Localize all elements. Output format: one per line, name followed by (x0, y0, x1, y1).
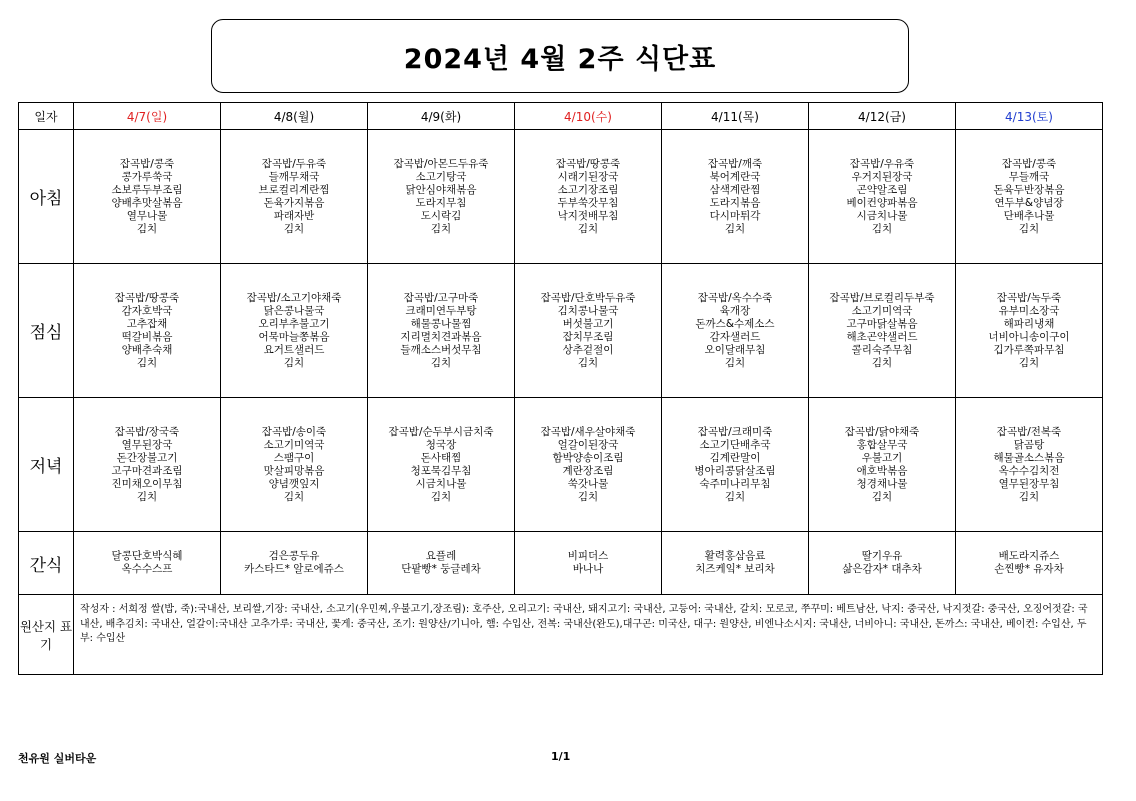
menu-item: 김치 (871, 356, 893, 369)
menu-item: 소고기미역국 (851, 304, 913, 317)
menu-item: 잡곡밥/고구마죽 (403, 291, 479, 304)
footer-page-number: 1/1 (551, 750, 571, 763)
menu-item: 소고기탕국 (415, 170, 467, 183)
menu-item: 감자호박국 (121, 304, 173, 317)
menu-item: 닭곰탕 (1013, 438, 1045, 451)
menu-item: 해파리냉채 (1003, 317, 1055, 330)
menu-item: 시금치나물 (856, 209, 908, 222)
menu-item: 김치 (724, 356, 746, 369)
menu-item: 곤약알조림 (856, 183, 908, 196)
menu-item: 딸기우유 (861, 550, 903, 562)
menu-item: 청국장 (425, 438, 457, 451)
menu-cell-dinner-thu (662, 398, 809, 532)
menu-item: 닭은콩나물국 (263, 304, 325, 317)
menu-item: 잡곡밥/녹두죽 (996, 291, 1062, 304)
footer-org: 천유원 실버타운 (18, 752, 97, 765)
menu-item: 홍합살무국 (856, 438, 908, 451)
menu-item: 함박양송이조림 (552, 451, 624, 464)
menu-cell-snack-sun (74, 532, 221, 595)
menu-item: 들깨무채국 (268, 170, 320, 183)
menu-item: 돈육가지볶음 (263, 196, 325, 209)
menu-cell-breakfast-sun (74, 130, 221, 264)
menu-item: 김치 (136, 222, 158, 235)
menu-cell-dinner-sat (956, 398, 1103, 532)
menu-item: 돈까스&수제소스 (695, 317, 775, 330)
page-title: 2024년 4월 2주 식단표 (403, 43, 717, 75)
menu-item: 잡곡밥/우유죽 (849, 157, 915, 170)
menu-item: 잡곡밥/땅콩죽 (114, 291, 180, 304)
menu-item: 김치 (1018, 356, 1040, 369)
meal-row-lunch (19, 264, 1103, 398)
day-header-wed: 4/10(수) (515, 103, 662, 130)
menu-cell-snack-sat (956, 532, 1103, 595)
meal-rows (19, 130, 1103, 595)
menu-cell-dinner-sun (74, 398, 221, 532)
menu-item: 김치 (430, 490, 452, 503)
day-header-sat: 4/13(토) (956, 103, 1103, 130)
menu-item: 소고기단배추국 (699, 438, 771, 451)
menu-item: 시래기된장국 (557, 170, 619, 183)
menu-item: 잡곡밥/새우살야채죽 (540, 425, 636, 438)
date-corner-label: 일자 (19, 103, 74, 130)
menu-item: 김치 (430, 222, 452, 235)
menu-item: 시금치나물 (415, 477, 467, 490)
menu-item: 잡곡밥/콩죽 (119, 157, 175, 170)
menu-item: 소고기미역국 (263, 438, 325, 451)
menu-cell-snack-wed (515, 532, 662, 595)
menu-item: 잡곡밥/옥수수죽 (697, 291, 773, 304)
menu-item: 닭안심야채볶음 (405, 183, 477, 196)
menu-item: 해물골소스볶음 (993, 451, 1065, 464)
title-box (211, 19, 909, 93)
menu-item: 김치 (724, 490, 746, 503)
menu-item: 지리멸치견과볶음 (400, 330, 482, 343)
menu-item: 해초곤약샐러드 (846, 330, 918, 343)
menu-item: 돈간장불고기 (116, 451, 178, 464)
menu-item: 떡갈비볶음 (121, 330, 173, 343)
menu-item: 우불고기 (861, 451, 903, 464)
menu-item: 너비아니송이구이 (988, 330, 1070, 343)
menu-item: 열무된장국 (121, 438, 173, 451)
menu-cell-lunch-tue (368, 264, 515, 398)
menu-item: 콜리숙주무침 (851, 343, 913, 356)
menu-item: 양배추숙채 (121, 343, 173, 356)
menu-item: 김치 (724, 222, 746, 235)
menu-item: 파래자반 (273, 209, 315, 222)
menu-item: 얼갈이된장국 (557, 438, 619, 451)
menu-item: 고구마닭살볶음 (846, 317, 918, 330)
menu-item: 돈육두반장볶음 (993, 183, 1065, 196)
menu-item: 바나나 (572, 563, 604, 575)
menu-item: 감자샐러드 (709, 330, 761, 343)
menu-item: 브로컬리계란찜 (258, 183, 330, 196)
day-header-fri: 4/12(금) (809, 103, 956, 130)
menu-item: 잡곡밥/장국죽 (114, 425, 180, 438)
menu-item: 김치 (283, 222, 305, 235)
menu-item: 김치 (283, 490, 305, 503)
menu-item: 병아리콩닭살조림 (694, 464, 776, 477)
menu-item: 크래미연두부탕 (405, 304, 477, 317)
menu-item: 양념깻잎지 (268, 477, 320, 490)
menu-item: 김치 (577, 222, 599, 235)
menu-cell-snack-tue (368, 532, 515, 595)
origin-label: 원산지 표기 (19, 595, 74, 675)
menu-item: 요거트샐러드 (263, 343, 325, 356)
menu-item: 잡곡밥/송이죽 (261, 425, 327, 438)
menu-item: 카스타드* 알로에쥬스 (244, 563, 344, 575)
menu-item: 깁가루쪽파무침 (993, 343, 1065, 356)
menu-item: 맛살피망볶음 (263, 464, 325, 477)
menu-cell-breakfast-thu (662, 130, 809, 264)
menu-item: 베이컨양파볶음 (846, 196, 918, 209)
menu-item: 단팥빵* 둥글레차 (401, 563, 481, 575)
menu-item: 도라지무침 (415, 196, 467, 209)
menu-item: 단배추나물 (1003, 209, 1055, 222)
menu-item: 김치 (871, 222, 893, 235)
menu-cell-breakfast-fri (809, 130, 956, 264)
menu-item: 콩가루쑥국 (121, 170, 173, 183)
origin-text: 작성자 : 서희정 쌀(밥, 죽):국내산, 보리쌀,기장: 국내산, 소고기(우민찌,우불고기,장조림): 호주산, 오리고기: 국내산, 돼지고기: 국내산, 고등어: 국내산, 갈치: 모로코, 쭈꾸미: 베트남산, 낙지: 중국산, 낙지젓갈: 중국산, 오징어젓갈: 국내산, 배추김치: 국내산, 얼갈이:국내산 고추가루: 국내산, 꽃게: 중국산, 조기: 원양산/기니아, 햄: 수입산, 전복: 국내산(완도),대구곤: 미국산, 대구: 원양산, 비엔나소시지: 국내산, 너비아니: 국내산, 돈까스: 국내산, 베이컨: 수입산, 두부: 수입산 (74, 595, 1103, 675)
menu-item: 고구마견과조림 (111, 464, 183, 477)
menu-item: 치즈케잌* 보리차 (695, 563, 775, 575)
menu-item: 열무나물 (126, 209, 168, 222)
menu-item: 무들깨국 (1008, 170, 1050, 183)
menu-cell-dinner-mon (221, 398, 368, 532)
menu-item: 애호박볶음 (856, 464, 908, 477)
menu-item: 도라지볶음 (709, 196, 761, 209)
menu-cell-lunch-mon (221, 264, 368, 398)
meal-label-breakfast: 아침 (19, 130, 74, 264)
menu-cell-breakfast-wed (515, 130, 662, 264)
meal-row-breakfast (19, 130, 1103, 264)
menu-item: 잡곡밥/소고기야채죽 (246, 291, 342, 304)
header-row (19, 103, 1103, 130)
menu-item: 손찐빵* 유자차 (994, 563, 1064, 575)
menu-item: 잡곡밥/깨죽 (707, 157, 763, 170)
menu-cell-snack-thu (662, 532, 809, 595)
menu-item: 청경채나물 (856, 477, 908, 490)
menu-cell-breakfast-tue (368, 130, 515, 264)
menu-item: 돈사태찜 (420, 451, 462, 464)
menu-cell-dinner-wed (515, 398, 662, 532)
menu-item: 청포묵김무침 (410, 464, 472, 477)
menu-cell-lunch-sun (74, 264, 221, 398)
menu-item: 김치 (577, 356, 599, 369)
menu-cell-lunch-fri (809, 264, 956, 398)
menu-cell-breakfast-sat (956, 130, 1103, 264)
day-header-thu: 4/11(목) (662, 103, 809, 130)
menu-item: 북어계란국 (709, 170, 761, 183)
menu-item: 쑥갓나물 (567, 477, 609, 490)
menu-item: 김치 (136, 356, 158, 369)
day-header-sun: 4/7(일) (74, 103, 221, 130)
menu-item: 활력홍삼음료 (704, 550, 766, 562)
menu-item: 김계란말이 (709, 451, 761, 464)
menu-item: 들깨소스버섯무침 (400, 343, 482, 356)
menu-cell-lunch-wed (515, 264, 662, 398)
menu-item: 잡곡밥/크래미죽 (697, 425, 773, 438)
menu-item: 진미채오이무침 (111, 477, 183, 490)
menu-item: 연두부&양념장 (994, 196, 1064, 209)
meal-label-snack: 간식 (19, 532, 74, 595)
menu-item: 잡곡밥/땅콩죽 (555, 157, 621, 170)
menu-cell-snack-fri (809, 532, 956, 595)
menu-item: 삼색계란찜 (709, 183, 761, 196)
menu-item: 도시락김 (420, 209, 462, 222)
menu-item: 김치 (1018, 490, 1040, 503)
meal-label-dinner: 저녁 (19, 398, 74, 532)
menu-item: 잡곡밥/단호박두유죽 (540, 291, 636, 304)
menu-item: 달콩단호박식혜 (111, 550, 183, 562)
menu-item: 요플레 (425, 550, 457, 562)
menu-item: 잡곡밥/아몬드두유죽 (393, 157, 489, 170)
meal-label-lunch: 점심 (19, 264, 74, 398)
menu-item: 상추겉절이 (562, 343, 614, 356)
menu-item: 배도라지쥬스 (998, 550, 1060, 562)
menu-item: 다시마튀각 (709, 209, 761, 222)
menu-item: 김치 (1018, 222, 1040, 235)
menu-item: 두부쑥갓무침 (557, 196, 619, 209)
menu-item: 김치콩나물국 (557, 304, 619, 317)
menu-item: 버섯불고기 (562, 317, 614, 330)
menu-item: 잡곡밥/순두부시금치죽 (388, 425, 494, 438)
menu-item: 스팸구이 (273, 451, 315, 464)
day-header-tue: 4/9(화) (368, 103, 515, 130)
menu-item: 옥수수김치전 (998, 464, 1060, 477)
menu-item: 양배추맛살볶음 (111, 196, 183, 209)
menu-cell-lunch-sat (956, 264, 1103, 398)
menu-cell-lunch-thu (662, 264, 809, 398)
menu-item: 유부미소장국 (998, 304, 1060, 317)
menu-item: 소고기장조림 (557, 183, 619, 196)
menu-item: 김치 (136, 490, 158, 503)
menu-item: 오리부추불고기 (258, 317, 330, 330)
menu-item: 오이달래무침 (704, 343, 766, 356)
menu-item: 잡곡밥/브로컬리두부죽 (829, 291, 935, 304)
menu-item: 낙지젓배무침 (557, 209, 619, 222)
menu-item: 우거지된장국 (851, 170, 913, 183)
menu-item: 고추잡채 (126, 317, 168, 330)
menu-item: 소보루두부조림 (111, 183, 183, 196)
menu-item: 육개장 (719, 304, 751, 317)
menu-cell-breakfast-mon (221, 130, 368, 264)
menu-item: 검은콩두유 (268, 550, 320, 562)
menu-item: 숙주미나리무침 (699, 477, 771, 490)
menu-item: 잡곡밥/콩죽 (1001, 157, 1057, 170)
menu-item: 잡곡밥/닭야채죽 (844, 425, 920, 438)
menu-item: 잡곡밥/전복죽 (996, 425, 1062, 438)
menu-item: 삶은감자* 대추차 (842, 563, 922, 575)
menu-item: 계란장조림 (562, 464, 614, 477)
meal-row-snack (19, 532, 1103, 595)
origin-row (19, 595, 1103, 675)
menu-item: 잡치무조림 (562, 330, 614, 343)
menu-item: 김치 (577, 490, 599, 503)
menu-cell-snack-mon (221, 532, 368, 595)
menu-item: 김치 (283, 356, 305, 369)
menu-item: 어묵마늘쫑볶음 (258, 330, 330, 343)
day-header-mon: 4/8(월) (221, 103, 368, 130)
menu-cell-dinner-tue (368, 398, 515, 532)
menu-item: 열무된장무침 (998, 477, 1060, 490)
menu-item: 잡곡밥/두유죽 (261, 157, 327, 170)
menu-item: 김치 (430, 356, 452, 369)
meal-row-dinner (19, 398, 1103, 532)
menu-table (18, 102, 1103, 675)
menu-item: 옥수수스프 (121, 563, 173, 575)
menu-item: 해물콩나물찜 (410, 317, 472, 330)
menu-item: 비피더스 (567, 550, 609, 562)
menu-cell-dinner-fri (809, 398, 956, 532)
menu-item: 김치 (871, 490, 893, 503)
